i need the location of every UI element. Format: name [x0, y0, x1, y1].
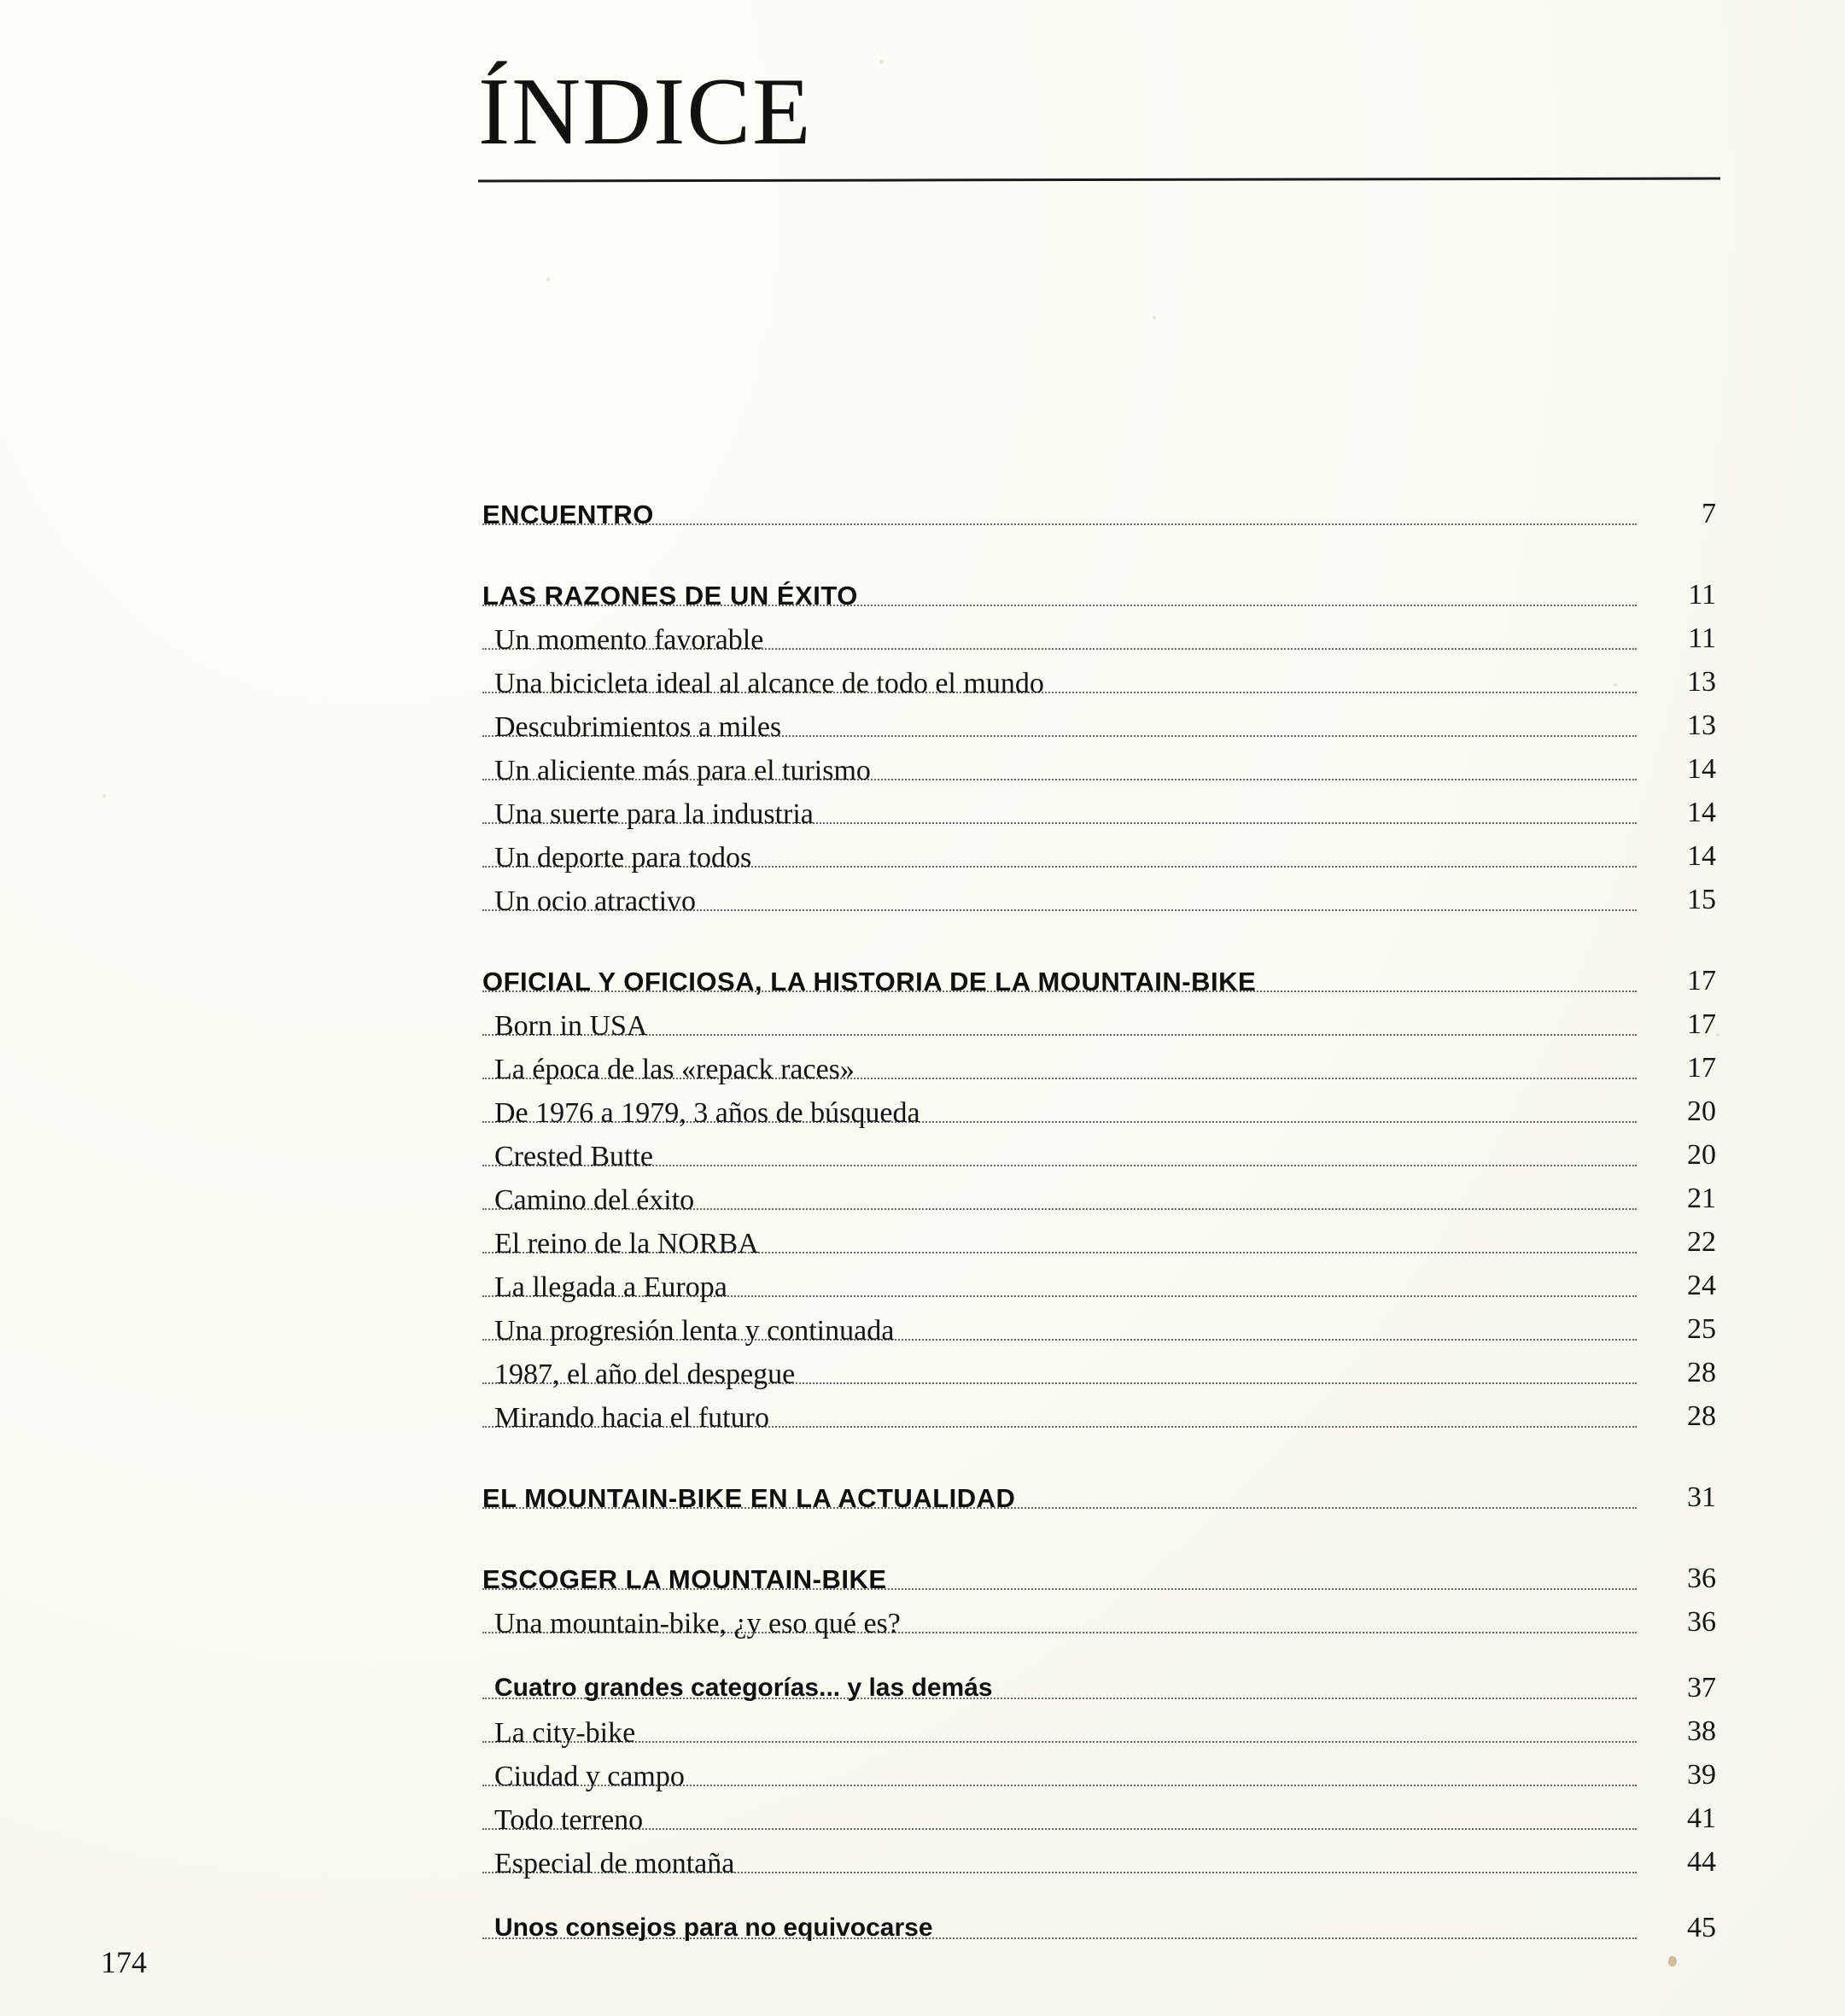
- toc-entry-label: Unos consejos para no equivocarse: [494, 1914, 933, 1942]
- toc-entry-row[interactable]: [482, 798, 1763, 838]
- toc-entry-page-number: 13: [1687, 666, 1716, 698]
- toc-entry-page-number: 11: [1688, 622, 1716, 654]
- toc-entry-page-number: 31: [1687, 1481, 1716, 1513]
- section-spacer: [482, 1527, 1763, 1564]
- toc-entry-page-number: 38: [1687, 1715, 1716, 1747]
- toc-section: [482, 967, 1763, 1441]
- toc-entry-page-number: 41: [1687, 1803, 1716, 1834]
- paper-speckle: [1153, 316, 1156, 319]
- toc-entry-row[interactable]: [482, 1359, 1763, 1398]
- toc-entry-row[interactable]: [482, 1184, 1763, 1224]
- toc-entry-row[interactable]: [482, 1315, 1763, 1354]
- toc-entry-label: LAS RAZONES DE UN ÉXITO: [482, 581, 858, 611]
- toc-entry-page-number: 36: [1687, 1606, 1716, 1638]
- toc-entry-row[interactable]: [482, 1271, 1763, 1311]
- toc-entry-label: Una suerte para la industria: [494, 798, 814, 830]
- toc-entry-row[interactable]: [482, 885, 1763, 925]
- section-spacer: [482, 1651, 1763, 1674]
- folio-number: 174: [101, 1945, 147, 1979]
- section-spacer: [482, 929, 1763, 967]
- toc-entry-label: Un momento favorable: [494, 624, 764, 656]
- toc-chapter-row[interactable]: [482, 1483, 1763, 1522]
- toc-entry-page-number: 20: [1687, 1139, 1716, 1171]
- toc-entry-label: El reino de la NORBA: [494, 1228, 759, 1259]
- toc-entry-label: Todo terreno: [494, 1804, 644, 1836]
- leader-dots: [482, 1034, 1637, 1036]
- toc-chapter-row[interactable]: [482, 967, 1763, 1006]
- toc-entry-label: OFICIAL Y OFICIOSA, LA HISTORIA DE LA MOUNTAIN-BIKE: [482, 967, 1257, 996]
- toc-chapter-row[interactable]: [482, 1564, 1763, 1604]
- toc-entry-page-number: 24: [1687, 1270, 1716, 1301]
- toc-section: [482, 500, 1763, 539]
- toc-entry-row[interactable]: [482, 1804, 1763, 1844]
- toc-entry-row[interactable]: [482, 624, 1763, 663]
- toc-entry-page-number: 37: [1687, 1672, 1716, 1703]
- toc-entry-page-number: 28: [1687, 1357, 1716, 1388]
- toc-entry-label: 1987, el año del despegue: [494, 1359, 796, 1390]
- toc-section: [482, 1564, 1763, 1647]
- toc-entry-page-number: 45: [1687, 1912, 1716, 1943]
- toc-entry-label: De 1976 a 1979, 3 años de búsqueda: [494, 1097, 920, 1129]
- toc-section: [482, 1914, 1763, 1953]
- toc-entry-label: Un deporte para todos: [494, 842, 752, 874]
- toc-entry-label: Born in USA: [494, 1010, 648, 1042]
- toc-entry-label: La llegada a Europa: [494, 1271, 727, 1303]
- toc-entry-page-number: 39: [1687, 1759, 1716, 1791]
- toc-entry-label: Una progresión lenta y continuada: [494, 1315, 895, 1347]
- toc-entry-row[interactable]: [482, 1848, 1763, 1887]
- toc-entry-label: La city-bike: [494, 1717, 636, 1749]
- toc-entry-label: Camino del éxito: [494, 1184, 695, 1216]
- leader-dots: [482, 1828, 1637, 1830]
- paper-speckle: [102, 794, 106, 798]
- toc-entry-row[interactable]: [482, 1228, 1763, 1267]
- toc-entry-row[interactable]: [482, 842, 1763, 881]
- toc-entry-row[interactable]: [482, 668, 1763, 707]
- toc-entry-page-number: 17: [1687, 1052, 1716, 1084]
- toc-entry-row[interactable]: [482, 1097, 1763, 1137]
- toc-entry-row[interactable]: [482, 1010, 1763, 1049]
- toc-entry-page-number: 22: [1687, 1226, 1716, 1258]
- toc-entry-label: ESCOGER LA MOUNTAIN-BIKE: [482, 1564, 887, 1594]
- toc-section: [482, 581, 1763, 925]
- title-block: [478, 59, 1725, 181]
- toc-entry-page-number: 36: [1687, 1563, 1716, 1594]
- toc-entry-row[interactable]: [482, 1914, 1763, 1953]
- toc-entry-page-number: 7: [1702, 498, 1716, 529]
- toc-entry-row[interactable]: [482, 755, 1763, 794]
- toc-entry-label: Ciudad y campo: [494, 1761, 685, 1792]
- toc-entry-label: Descubrimientos a miles: [494, 711, 782, 743]
- toc-entry-row[interactable]: [482, 1054, 1763, 1093]
- table-of-contents: [482, 500, 1763, 1957]
- toc-entry-page-number: 14: [1687, 797, 1716, 828]
- section-spacer: [482, 1891, 1763, 1914]
- toc-entry-row[interactable]: [482, 1608, 1763, 1647]
- toc-entry-row[interactable]: [482, 1761, 1763, 1800]
- toc-chapter-row[interactable]: [482, 581, 1763, 620]
- toc-entry-row[interactable]: [482, 1141, 1763, 1180]
- toc-entry-label: Crested Butte: [494, 1141, 654, 1172]
- toc-entry-page-number: 28: [1687, 1400, 1716, 1432]
- toc-entry-label: Una bicicleta ideal al alcance de todo el mundo: [494, 668, 1044, 699]
- toc-entry-label: Una mountain-bike, ¿y eso qué es?: [494, 1608, 901, 1639]
- toc-section: [482, 1674, 1763, 1887]
- toc-entry-label: Especial de montaña: [494, 1848, 735, 1879]
- toc-entry-page-number: 44: [1687, 1846, 1716, 1878]
- section-spacer: [482, 543, 1763, 581]
- toc-entry-page-number: 11: [1688, 579, 1716, 611]
- paper-speckle: [546, 278, 550, 281]
- toc-entry-label: Cuatro grandes categorías... y las demás: [494, 1674, 993, 1702]
- toc-entry-label: Mirando hacia el futuro: [494, 1402, 769, 1434]
- toc-entry-row[interactable]: [482, 1717, 1763, 1756]
- page-title: ÍNDICE: [478, 59, 813, 165]
- toc-entry-label: La época de las «repack races»: [494, 1054, 855, 1085]
- toc-chapter-row[interactable]: [482, 500, 1763, 539]
- toc-entry-page-number: 14: [1687, 840, 1716, 872]
- toc-entry-label: Un ocio atractivo: [494, 885, 697, 917]
- toc-entry-page-number: 14: [1687, 753, 1716, 785]
- toc-entry-page-number: 21: [1687, 1183, 1716, 1214]
- toc-entry-page-number: 15: [1687, 884, 1716, 915]
- toc-entry-row[interactable]: [482, 1674, 1763, 1713]
- leader-dots: [482, 1741, 1637, 1743]
- section-spacer: [482, 1446, 1763, 1483]
- toc-entry-label: Un aliciente más para el turismo: [494, 755, 871, 786]
- toc-entry-label: EL MOUNTAIN-BIKE EN LA ACTUALIDAD: [482, 1483, 1016, 1513]
- toc-entry-row[interactable]: [482, 711, 1763, 751]
- toc-entry-page-number: 17: [1687, 1008, 1716, 1040]
- title-divider: [478, 177, 1720, 182]
- toc-entry-page-number: 25: [1687, 1313, 1716, 1345]
- toc-entry-page-number: 20: [1687, 1096, 1716, 1127]
- toc-section: [482, 1483, 1763, 1522]
- toc-entry-row[interactable]: [482, 1402, 1763, 1441]
- toc-entry-page-number: 13: [1687, 710, 1716, 741]
- toc-entry-label: ENCUENTRO: [482, 500, 654, 529]
- toc-entry-page-number: 17: [1687, 965, 1716, 996]
